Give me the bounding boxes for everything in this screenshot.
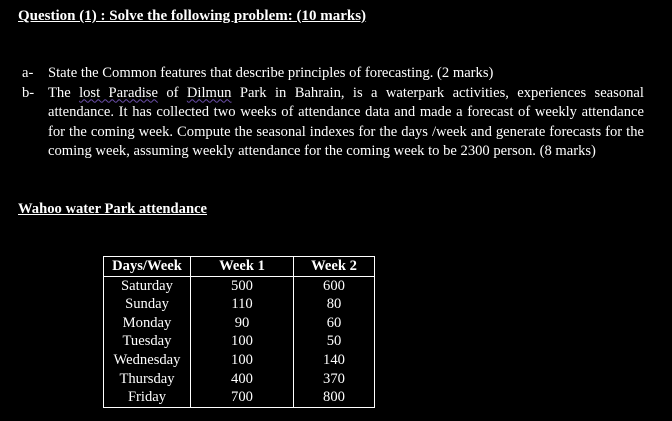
cell-week-1: 100: [191, 351, 294, 370]
part-b-marker: b-: [22, 84, 35, 101]
table-row: [104, 388, 375, 407]
header-week-1: Week 1: [191, 257, 294, 277]
table-row: [104, 276, 375, 295]
cell-week-2: 800: [294, 388, 375, 407]
table-row: [104, 295, 375, 314]
part-a: [22, 64, 644, 84]
header-days-week: Days/Week: [104, 257, 191, 277]
cell-day: Sunday: [104, 295, 191, 314]
table-row: [104, 314, 375, 333]
part-a-text: State the Common features that describe principles of forecasting. (2 marks): [48, 65, 494, 81]
question-parts: [22, 64, 644, 162]
table-header-row: [104, 257, 375, 277]
cell-week-2: 140: [294, 351, 375, 370]
table-row: [104, 351, 375, 370]
cell-week-1: 110: [191, 295, 294, 314]
spellcheck-dilmun: Dilmun: [186, 84, 232, 101]
cell-day: Saturday: [104, 276, 191, 295]
cell-week-2: 600: [294, 276, 375, 295]
cell-week-2: 60: [294, 314, 375, 333]
spellcheck-lost-paradise: lost Paradise: [79, 84, 158, 101]
question-title: Question (1) : Solve the following problem: (10 marks): [18, 8, 367, 24]
cell-week-1: 500: [191, 276, 294, 295]
cell-day: Wednesday: [104, 351, 191, 370]
cell-day: Tuesday: [104, 332, 191, 351]
part-a-marker: a-: [22, 65, 34, 81]
cell-week-1: 100: [191, 332, 294, 351]
cell-day: Friday: [104, 388, 191, 407]
part-b-text-1: The: [48, 84, 80, 101]
cell-week-1: 400: [191, 370, 294, 389]
cell-week-2: 80: [294, 295, 375, 314]
part-b-text-3: of: [157, 84, 187, 101]
attendance-table: [103, 256, 375, 408]
cell-week-2: 370: [294, 370, 375, 389]
section-heading: Wahoo water Park attendance: [18, 201, 208, 217]
cell-week-1: 90: [191, 314, 294, 333]
table-row: [104, 370, 375, 389]
header-week-2: Week 2: [294, 257, 375, 277]
part-b-text-5: Park in Bahrain, is a waterpark activities, experiences seasonal attendance. It has collected two weeks of attendance data and made a forecast of weekly attendance for the coming week. Compute the seasonal indexes for the days /week and generate forecasts for the coming week, assuming weekly attendance for the coming week to be 2300 person. (8 marks): [48, 84, 644, 159]
cell-week-2: 50: [294, 332, 375, 351]
cell-day: Thursday: [104, 370, 191, 389]
cell-week-1: 700: [191, 388, 294, 407]
part-b: [22, 84, 644, 162]
cell-day: Monday: [104, 314, 191, 333]
table-row: [104, 332, 375, 351]
part-b-text: [48, 84, 644, 162]
